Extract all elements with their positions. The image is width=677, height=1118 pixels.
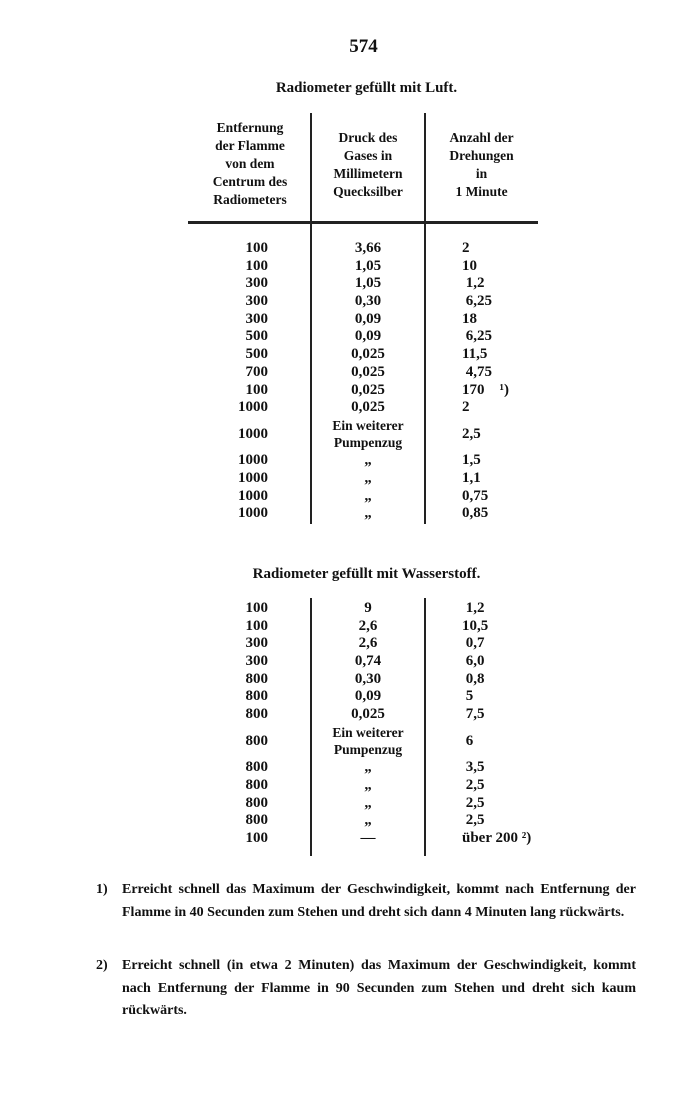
- distance-cell: 300: [245, 653, 268, 670]
- distance-cell: 500: [245, 328, 268, 345]
- distance-cell: 800: [245, 794, 268, 811]
- header-rule: [188, 221, 538, 224]
- distance-cell: 800: [245, 670, 268, 687]
- footnote-number: 1): [96, 882, 108, 897]
- header-line: Anzahl der: [449, 130, 514, 145]
- table-row: [0, 417, 677, 453]
- distance-cell: 1000: [238, 487, 268, 504]
- rotations-cell: 4,75: [462, 363, 492, 380]
- pressure-cell: 0,025: [351, 363, 385, 380]
- distance-cell: 800: [245, 777, 268, 793]
- rotations-cell: 6,0: [462, 653, 485, 670]
- header-line: in: [475, 166, 488, 181]
- header-line: 1 Minute: [455, 184, 508, 199]
- header-line: Millimetern: [333, 166, 403, 181]
- rotations-cell: 2,5: [462, 425, 481, 442]
- pressure-cell: „: [364, 759, 372, 776]
- header-rotations: [425, 129, 538, 201]
- distance-cell: 100: [245, 257, 268, 274]
- table-row: [0, 830, 677, 848]
- rotations-cell: 10,5: [462, 617, 489, 634]
- table-row: [0, 364, 677, 382]
- rotations-cell: 6,25: [462, 328, 492, 345]
- distance-cell: 800: [245, 759, 268, 776]
- pressure-cell: 0,30: [354, 670, 382, 687]
- rotations-cell: 10: [462, 257, 477, 274]
- rotations-cell: 3,5: [462, 759, 485, 776]
- distance-cell: 300: [245, 293, 268, 310]
- distance-cell: 800: [245, 688, 268, 705]
- table-row: [0, 293, 677, 311]
- table-row: [0, 653, 677, 671]
- distance-cell: 700: [245, 363, 268, 380]
- pressure-cell: [311, 417, 425, 452]
- table-row: [0, 706, 677, 724]
- table-row: [0, 618, 677, 636]
- table-row: [0, 812, 677, 830]
- distance-cell: 1000: [238, 425, 268, 442]
- pressure-cell-line: Pumpenzug: [333, 742, 403, 758]
- pressure-cell: „: [364, 452, 372, 469]
- rotations-cell: 0,8: [462, 670, 485, 687]
- table-row: [0, 346, 677, 364]
- pressure-cell-line: Ein weiterer: [332, 724, 404, 740]
- table-air-title: Radiometer gefüllt mit Luft.: [275, 80, 458, 96]
- pressure-cell: 0,09: [354, 688, 382, 705]
- distance-cell: 1000: [238, 470, 268, 487]
- table-air-body: [0, 240, 677, 523]
- table-row: [0, 470, 677, 488]
- pressure-cell: 0,025: [351, 346, 385, 363]
- distance-cell: 100: [245, 600, 268, 616]
- header-line: Entfernung: [216, 120, 284, 135]
- rotations-cell: 5: [462, 688, 474, 705]
- table-hydrogen-title: Radiometer gefüllt mit Wasserstoff.: [252, 566, 481, 582]
- rotations-cell: 18: [462, 310, 477, 327]
- header-line: Radiometers: [213, 192, 287, 207]
- distance-cell: 1000: [238, 505, 268, 522]
- pressure-cell-line: Ein weiterer: [332, 417, 404, 433]
- footnote-text: Erreicht schnell das Maximum der Geschwindigkeit, kommt nach Entfernung der Flamme in 40 Secunden zum Stehen und dreht sich dann 4 Minuten lang rückwärts.: [122, 882, 636, 920]
- rotations-cell: 11,5: [462, 346, 488, 363]
- table-row: [0, 311, 677, 329]
- header-line: Quecksilber: [333, 184, 403, 199]
- table-row: [0, 275, 677, 293]
- table-row: [0, 600, 677, 618]
- header-line: Centrum des: [212, 174, 288, 189]
- rotations-cell: 1,1: [462, 470, 481, 487]
- table-row: [0, 488, 677, 506]
- pressure-cell: 2,6: [358, 617, 378, 634]
- table-row: [0, 688, 677, 706]
- distance-cell: 100: [245, 240, 268, 256]
- distance-cell: 100: [245, 381, 268, 398]
- distance-cell: 800: [245, 732, 268, 749]
- distance-cell: 500: [245, 346, 268, 363]
- pressure-cell-line: Pumpenzug: [333, 435, 403, 451]
- table-row: [0, 399, 677, 417]
- rotations-cell: 2,5: [462, 777, 485, 793]
- pressure-cell: 9: [364, 600, 372, 616]
- rotations-cell: 2,5: [462, 794, 485, 811]
- table-row: [0, 382, 677, 400]
- page-number: 574: [349, 36, 378, 57]
- pressure-cell: 1,05: [354, 275, 382, 292]
- distance-cell: 1000: [238, 399, 268, 416]
- table-row: [0, 635, 677, 653]
- rotations-cell: über 200 ²): [462, 830, 532, 847]
- header-line: der Flamme: [215, 138, 285, 153]
- footnote-2: [96, 955, 636, 1023]
- table-row: [0, 795, 677, 813]
- pressure-cell: [311, 724, 425, 759]
- rotations-cell: 6,25: [462, 293, 492, 310]
- rotations-cell: 1,2: [462, 600, 485, 616]
- table-row: [0, 240, 677, 258]
- pressure-cell: 0,09: [354, 328, 382, 345]
- footnote-1: [96, 879, 636, 924]
- rotations-cell: 1,2: [462, 275, 485, 292]
- header-line: Gases in: [343, 148, 393, 163]
- pressure-cell: „: [364, 777, 372, 793]
- header-line: Drehungen: [449, 148, 514, 163]
- table-row: [0, 759, 677, 777]
- pressure-cell: —: [360, 830, 376, 847]
- distance-cell: 300: [245, 635, 268, 652]
- pressure-cell: 0,74: [354, 653, 382, 670]
- rotations-cell: 2,5: [462, 812, 485, 829]
- distance-cell: 1000: [238, 452, 268, 469]
- pressure-cell: 2,6: [358, 635, 378, 652]
- header-distance: [190, 119, 310, 209]
- distance-cell: 800: [245, 706, 268, 723]
- distance-cell: 300: [245, 275, 268, 292]
- pressure-cell: 3,66: [354, 240, 382, 256]
- rotations-cell: 1,5: [462, 452, 481, 469]
- rotations-cell: 0,85: [462, 505, 489, 522]
- table-hydrogen-body: [0, 600, 677, 848]
- pressure-cell: „: [364, 812, 372, 829]
- pressure-cell: „: [364, 794, 372, 811]
- table-row: [0, 505, 677, 523]
- pressure-cell: 1,05: [354, 257, 382, 274]
- pressure-cell: „: [364, 487, 372, 504]
- rotations-cell: 0,7: [462, 635, 485, 652]
- pressure-cell: 0,025: [351, 706, 385, 723]
- pressure-cell: 0,025: [351, 399, 385, 416]
- footnote-text: Erreicht schnell (in etwa 2 Minuten) das Maximum der Geschwindigkeit, kommt nach Entfernung der Flamme in 90 Secunden zum Stehen und dreht sich kaum rückwärts.: [122, 958, 636, 1018]
- table-row: [0, 777, 677, 795]
- pressure-cell: „: [364, 505, 372, 522]
- table-row: [0, 258, 677, 276]
- pressure-cell: 0,09: [354, 310, 382, 327]
- table-row: [0, 671, 677, 689]
- distance-cell: 300: [245, 310, 268, 327]
- distance-cell: 100: [245, 830, 268, 847]
- header-line: Druck des: [338, 130, 398, 145]
- table-row: [0, 452, 677, 470]
- pressure-cell: 0,30: [354, 293, 382, 310]
- rotations-cell: 170 ¹): [462, 381, 509, 398]
- table-row: [0, 328, 677, 346]
- pressure-cell: „: [364, 470, 372, 487]
- header-pressure: [311, 129, 425, 201]
- rotations-cell: 0,75: [462, 487, 489, 504]
- rotations-cell: 6: [462, 732, 474, 749]
- table-row: [0, 724, 677, 760]
- distance-cell: 100: [245, 617, 268, 634]
- rotations-cell: 7,5: [462, 706, 485, 723]
- pressure-cell: 0,025: [351, 381, 385, 398]
- distance-cell: 800: [245, 812, 268, 829]
- rotations-cell: 2: [462, 399, 470, 416]
- rotations-cell: 2: [462, 240, 470, 256]
- footnote-number: 2): [96, 958, 108, 973]
- header-line: von dem: [225, 156, 275, 171]
